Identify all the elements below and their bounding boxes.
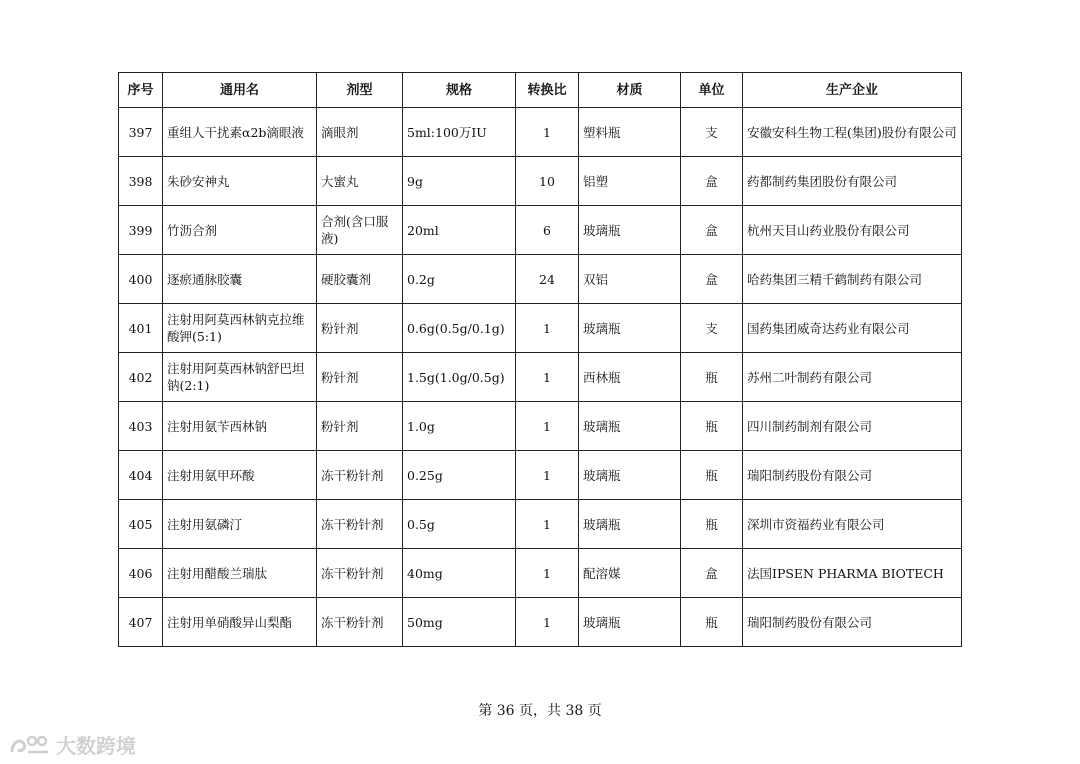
- cell-generic-name: 朱砂安神丸: [163, 157, 317, 206]
- cell-unit: 盒: [681, 255, 743, 304]
- watermark-logo-icon: [8, 732, 52, 758]
- cell-serial: 398: [119, 157, 163, 206]
- cell-spec: 0.25g: [403, 451, 516, 500]
- cell-generic-name: 注射用单硝酸异山梨酯: [163, 598, 317, 647]
- cell-dosage-form: 滴眼剂: [317, 108, 403, 157]
- cell-material: 玻璃瓶: [579, 451, 681, 500]
- cell-material: 玻璃瓶: [579, 402, 681, 451]
- cell-unit: 盒: [681, 549, 743, 598]
- cell-manufacturer: 安徽安科生物工程(集团)股份有限公司: [743, 108, 962, 157]
- table-row: [119, 549, 962, 598]
- table-header-row: [119, 73, 962, 108]
- drug-table: [118, 72, 962, 647]
- cell-dosage-form: 粉针剂: [317, 402, 403, 451]
- cell-manufacturer: 药都制药集团股份有限公司: [743, 157, 962, 206]
- cell-serial: 397: [119, 108, 163, 157]
- cell-spec: 0.2g: [403, 255, 516, 304]
- cell-unit: 瓶: [681, 598, 743, 647]
- column-header: 材质: [579, 73, 681, 108]
- cell-conversion-ratio: 6: [516, 206, 579, 255]
- cell-spec: 20ml: [403, 206, 516, 255]
- cell-conversion-ratio: 1: [516, 598, 579, 647]
- cell-unit: 瓶: [681, 500, 743, 549]
- cell-manufacturer: 国药集团威奇达药业有限公司: [743, 304, 962, 353]
- cell-conversion-ratio: 1: [516, 451, 579, 500]
- cell-conversion-ratio: 1: [516, 549, 579, 598]
- cell-spec: 1.0g: [403, 402, 516, 451]
- cell-conversion-ratio: 24: [516, 255, 579, 304]
- cell-generic-name: 注射用氨苄西林钠: [163, 402, 317, 451]
- cell-dosage-form: 大蜜丸: [317, 157, 403, 206]
- cell-manufacturer: 法国IPSEN PHARMA BIOTECH: [743, 549, 962, 598]
- cell-conversion-ratio: 1: [516, 402, 579, 451]
- cell-dosage-form: 硬胶囊剂: [317, 255, 403, 304]
- column-header: 规格: [403, 73, 516, 108]
- cell-spec: 50mg: [403, 598, 516, 647]
- cell-material: 西林瓶: [579, 353, 681, 402]
- cell-dosage-form: 粉针剂: [317, 353, 403, 402]
- watermark: [8, 730, 136, 759]
- cell-material: 玻璃瓶: [579, 304, 681, 353]
- cell-material: 玻璃瓶: [579, 598, 681, 647]
- cell-material: 铝塑: [579, 157, 681, 206]
- cell-generic-name: 注射用阿莫西林钠舒巴坦钠(2:1): [163, 353, 317, 402]
- page-number: 第 36 页，共 38 页: [478, 703, 602, 719]
- table-row: [119, 304, 962, 353]
- cell-serial: 406: [119, 549, 163, 598]
- cell-unit: 瓶: [681, 451, 743, 500]
- cell-manufacturer: 瑞阳制药股份有限公司: [743, 451, 962, 500]
- cell-dosage-form: 粉针剂: [317, 304, 403, 353]
- cell-manufacturer: 哈药集团三精千鹤制药有限公司: [743, 255, 962, 304]
- cell-serial: 400: [119, 255, 163, 304]
- cell-serial: 401: [119, 304, 163, 353]
- cell-spec: 0.6g(0.5g/0.1g): [403, 304, 516, 353]
- cell-generic-name: 重组人干扰素α2b滴眼液: [163, 108, 317, 157]
- cell-serial: 407: [119, 598, 163, 647]
- cell-manufacturer: 杭州天目山药业股份有限公司: [743, 206, 962, 255]
- cell-unit: 瓶: [681, 353, 743, 402]
- column-header: 单位: [681, 73, 743, 108]
- cell-conversion-ratio: 1: [516, 500, 579, 549]
- cell-generic-name: 注射用醋酸兰瑞肽: [163, 549, 317, 598]
- cell-conversion-ratio: 1: [516, 304, 579, 353]
- cell-dosage-form: 冻干粉针剂: [317, 549, 403, 598]
- table-body: [119, 108, 962, 647]
- cell-manufacturer: 瑞阳制药股份有限公司: [743, 598, 962, 647]
- cell-unit: 支: [681, 108, 743, 157]
- cell-material: 双铝: [579, 255, 681, 304]
- cell-unit: 盒: [681, 157, 743, 206]
- cell-unit: 盒: [681, 206, 743, 255]
- cell-generic-name: 逐瘀通脉胶囊: [163, 255, 317, 304]
- cell-manufacturer: 苏州二叶制药有限公司: [743, 353, 962, 402]
- table-row: [119, 598, 962, 647]
- column-header: 剂型: [317, 73, 403, 108]
- cell-conversion-ratio: 10: [516, 157, 579, 206]
- cell-spec: 0.5g: [403, 500, 516, 549]
- cell-serial: 405: [119, 500, 163, 549]
- cell-conversion-ratio: 1: [516, 108, 579, 157]
- cell-generic-name: 注射用氨磷汀: [163, 500, 317, 549]
- cell-spec: 1.5g(1.0g/0.5g): [403, 353, 516, 402]
- cell-serial: 404: [119, 451, 163, 500]
- column-header: 转换比: [516, 73, 579, 108]
- cell-spec: 9g: [403, 157, 516, 206]
- cell-material: 塑料瓶: [579, 108, 681, 157]
- cell-serial: 402: [119, 353, 163, 402]
- table-row: [119, 353, 962, 402]
- cell-material: 玻璃瓶: [579, 206, 681, 255]
- table-row: [119, 108, 962, 157]
- cell-dosage-form: 冻干粉针剂: [317, 598, 403, 647]
- cell-serial: 399: [119, 206, 163, 255]
- cell-generic-name: 注射用阿莫西林钠克拉维酸钾(5:1): [163, 304, 317, 353]
- cell-material: 配溶媒: [579, 549, 681, 598]
- cell-generic-name: 注射用氨甲环酸: [163, 451, 317, 500]
- table-row: [119, 500, 962, 549]
- watermark-text: 大数跨境: [56, 734, 136, 758]
- table-row: [119, 206, 962, 255]
- table-row: [119, 255, 962, 304]
- cell-dosage-form: 冻干粉针剂: [317, 500, 403, 549]
- cell-manufacturer: 深圳市资福药业有限公司: [743, 500, 962, 549]
- cell-serial: 403: [119, 402, 163, 451]
- table-row: [119, 402, 962, 451]
- cell-dosage-form: 冻干粉针剂: [317, 451, 403, 500]
- table-row: [119, 451, 962, 500]
- cell-spec: 5ml:100万IU: [403, 108, 516, 157]
- column-header: 生产企业: [743, 73, 962, 108]
- cell-generic-name: 竹沥合剂: [163, 206, 317, 255]
- cell-dosage-form: 合剂(含口服液): [317, 206, 403, 255]
- table-row: [119, 157, 962, 206]
- cell-material: 玻璃瓶: [579, 500, 681, 549]
- cell-unit: 瓶: [681, 402, 743, 451]
- cell-conversion-ratio: 1: [516, 353, 579, 402]
- cell-unit: 支: [681, 304, 743, 353]
- cell-spec: 40mg: [403, 549, 516, 598]
- column-header: 通用名: [163, 73, 317, 108]
- column-header: 序号: [119, 73, 163, 108]
- cell-manufacturer: 四川制药制剂有限公司: [743, 402, 962, 451]
